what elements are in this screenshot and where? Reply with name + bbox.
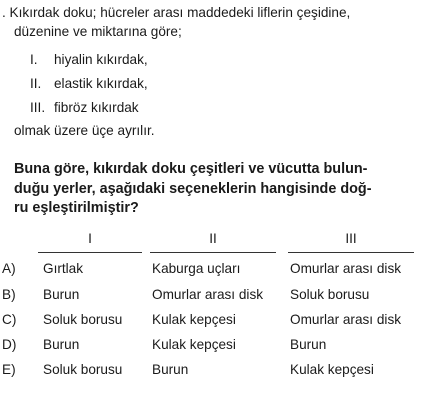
option-letter: E) xyxy=(2,362,16,377)
question-line-2: duğu yerler, aşağıdaki seçeneklerin hangisinde doğ- xyxy=(14,180,372,197)
cartilage-type-numeral: I. xyxy=(30,52,38,67)
column-rule-iii xyxy=(288,252,414,253)
option-cell-i: Gırtlak xyxy=(43,261,84,276)
option-cell-iii: Omurlar arası disk xyxy=(290,312,402,327)
intro-conclusion: olmak üzere üçe ayrılır. xyxy=(14,123,155,138)
option-cell-i: Soluk borusu xyxy=(43,312,123,327)
option-cell-ii: Omurlar arası disk xyxy=(152,287,264,302)
question-intro xyxy=(2,3,430,41)
column-header-i: I xyxy=(88,231,92,246)
cartilage-type-3 xyxy=(30,100,139,115)
option-cell-iii: Omurlar arası disk xyxy=(290,261,402,276)
option-letter: A) xyxy=(2,261,16,276)
cartilage-type-1 xyxy=(30,52,148,67)
option-letter: C) xyxy=(2,312,17,327)
option-cell-iii: Burun xyxy=(290,337,327,352)
question-stem xyxy=(14,160,430,219)
option-letter: D) xyxy=(2,337,17,352)
option-cell-ii: Burun xyxy=(152,362,189,377)
question-line-3: ru eşleştirilmiştir? xyxy=(14,200,139,216)
answer-option-d[interactable] xyxy=(0,337,431,361)
option-cell-i: Burun xyxy=(43,337,80,352)
option-cell-i: Soluk borusu xyxy=(43,362,123,377)
cartilage-type-numeral: III. xyxy=(30,100,46,115)
cartilage-type-name: hiyalin kıkırdak, xyxy=(54,52,148,67)
question-line-1: Buna göre, kıkırdak doku çeşitleri ve vücutta bulun- xyxy=(14,161,368,177)
cartilage-type-2 xyxy=(30,76,148,91)
option-letter: B) xyxy=(2,287,16,302)
cartilage-type-name: elastik kıkırdak, xyxy=(54,76,148,91)
answer-option-c[interactable] xyxy=(0,312,431,336)
option-cell-i: Burun xyxy=(43,287,80,302)
column-header-ii: II xyxy=(209,231,217,246)
cartilage-type-name: fibröz kıkırdak xyxy=(54,100,139,115)
option-cell-iii: Kulak kepçesi xyxy=(290,362,374,377)
cartilage-type-numeral: II. xyxy=(30,76,42,91)
intro-line-1: . Kıkırdak doku; hücreler arası maddedeki liflerin çeşidine, xyxy=(2,5,351,20)
option-cell-iii: Soluk borusu xyxy=(290,287,370,302)
answer-option-b[interactable] xyxy=(0,287,431,311)
column-rule-ii xyxy=(150,252,276,253)
option-cell-ii: Kulak kepçesi xyxy=(152,312,236,327)
answer-option-a[interactable] xyxy=(0,261,431,285)
option-cell-ii: Kulak kepçesi xyxy=(152,337,236,352)
column-header-iii: III xyxy=(345,231,357,246)
answer-option-e[interactable] xyxy=(0,362,431,386)
intro-line-2: düzenine ve miktarına göre; xyxy=(14,24,182,39)
option-cell-ii: Kaburga uçları xyxy=(152,261,241,276)
column-rule-i xyxy=(38,252,142,253)
